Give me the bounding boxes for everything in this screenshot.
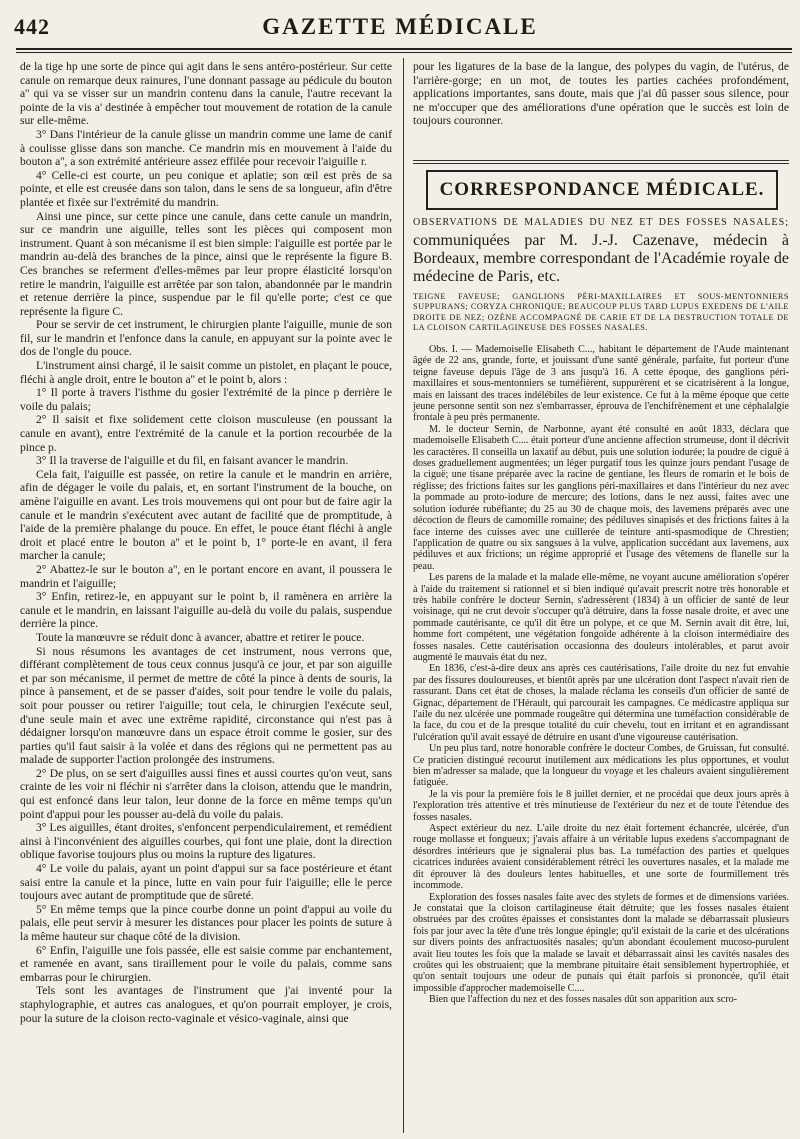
paragraph: 4° Le voile du palais, ayant un point d'appui sur sa face postérieure et étant saisi entre la canule et la pince, lutte en vain pour fuir l'aiguille; elle le perce toujours avec autant de promptitude que de sûreté. (20, 862, 392, 903)
section-rule-thin (413, 163, 789, 164)
right-column-body (413, 344, 789, 1006)
article-keywords: TEIGNE FAVEUSE; GANGLIONS PÉRI-MAXILLAIRES ET SOUS-MENTONNIERS SUPPURANS; CORYZA CHRONIQUE; BEAUCOUP PLUS TARD LUPUS EXEDENS DE L'AILE DROITE DE NEZ; OZÈNE ACCOMPAGNÉ DE CARIE ET DE LA DESTRUCTION TOTALE DE LA CLOISON CARTILAGINEUSE DES FOSSES NASALES. (413, 292, 789, 333)
paragraph: Bien que l'affection du nez et des fosses nasales dût son apparition aux scro- (429, 994, 738, 1006)
paragraph: 5° En même temps que la pince courbe donne un point d'appui au voile du palais, elle peut servir à mesurer les distances pour placer les points de suture à la même hauteur sur chaque côté de la division. (20, 902, 392, 943)
paragraph: 3° Il la traverse de l'aiguille et du fil, en faisant avancer le mandrin. (36, 454, 349, 468)
paragraph: Tels sont les avantages de l'instrument que j'ai inventé pour la staphylographie, et autres cas analogues, et qu'on pourrait employer, je crois, pour la suture de la cloison recto-vaginale et vésico-vaginale, ainsi que (20, 984, 392, 1025)
paragraph: Un peu plus tard, notre honorable confrère le docteur Combes, de Gruissan, fut consulté. Ce praticien distingué recourut inutilement aux médications les plus opportunes, et voulut bien m'adresser sa malade, que la longueur du voyage et les chaleurs avaient singulièrement fatiguée. (413, 743, 789, 789)
header-rule (16, 48, 792, 50)
paragraph: M. le docteur Sernin, de Narbonne, ayant été consulté en août 1833, déclara que mademoiselle Elisabeth C.... était porteur d'une ancienne affection strumeuse, dont il décrivit les caractères. Il conseilla un laxatif au début, puis une solution iodurée; la poudre de ciguë à doses graduellement augmentées; un léger purgatif tous les quinze jours pendant l'usage de la ciguë; une tisane préparée avec la racine de gentiane, les fleurs de romarin et le bois de réglisse; des frictions faites sur les ganglions péri-maxillaires et dans l'intérieur du nez avec la pommade au proto-iodure de mercure; des lotions, dans le nez aussi, faites avec une solution iodurée rubéfiante; du 25 au 30 de chaque mois, des lavemens préparés avec une décoction de fleurs de camomille romaine; des pédiluves sinapisés et des frictions faites à la face interne des cuisses avec une cuillerée de teinture anti-spasmodique de Chrestien; l'application de quatre ou six sangsues à la vulve, application succédant aux lavemens, aux pédiluves et aux frictions; un régime approprié et l'usage des vêtemens de flanelle sur la peau. (413, 423, 789, 572)
paragraph: Je la vis pour la première fois le 8 juillet dernier, et ne procédai que deux jours après à l'exploration très attentive et très minutieuse de l'extérieur du nez et de toute l'étendue des fosses nasales. (413, 788, 789, 823)
article-title-prefix: OBSERVATIONS DE MALADIES DU NEZ ET DES FOSSES NASALES; (413, 217, 789, 228)
paragraph: Obs. I. — Mademoiselle Elisabeth C..., habitant le département de l'Aude maintenant âgée de 22 ans, grande, forte, et jouissant d'une santé générale, parfaite, fut porteur d'une teigne faveuse depuis l'âge de 3 ans jusqu'à 16. A cette époque, des ganglions péri-maxillaires et sous-mentonniers se tuméfièrent, suppurèrent et se cicatrisèrent à la longue, mais en laissant des traces indélébiles de leur existence. Ce fut à la même époque que cette jeune personne sentit son nez s'embarrasser, éprouva de l'enchifrènement et une céphalalgie frontale à peu près permanente. (413, 344, 789, 424)
paragraph: 4° Celle-ci est courte, un peu conique et aplatie; son œil est près de sa pointe, et elle est creusée dans son talon, dans le sens de sa longueur, afin d'être plantée et fixée sur l'extrémité du mandrin. (20, 168, 392, 209)
article-title (413, 212, 789, 286)
paragraph: Ainsi une pince, sur cette pince une canule, dans cette canule un mandrin, sur ce mandrin une aiguille, telles sont les pièces qui composent mon instrument. Quant à son mécanisme il est bien simple: l'aiguille est portée par le mandrin au-delà des branches de la pince, ainsi que le représente la figure B. Ces branches se referment d'elles-mêmes par leur propre élasticité lorsqu'on retire le mandrin, l'aiguille est arrêtée par son talon, abandonnée par le mandrin et retenue derrière la pince, suspendue par le fil qu'elle porte; c'est ce que représente la figure C. (20, 209, 392, 318)
left-column (20, 60, 392, 1025)
section-rule (413, 160, 789, 161)
paragraph: 3° Les aiguilles, étant droites, s'enfoncent perpendiculairement, et remédient ainsi à l'inconvénient des aiguilles courbes, qui font une plaie, dont la direction oblique favorise toujours plus ou moins la rupture des ligatures. (20, 821, 392, 862)
paragraph: Exploration des fosses nasales faite avec des stylets de formes et de dimensions variées. Je constatai que la cloison cartilagineuse était détruite; que les fosses nasales étaient obstruées par des croûtes épaisses et consistantes dont la malade se débarrassait plusieurs fois par jour avec la tête d'une très longue épingle; qu'il existait de la carie et des ulcérations sur divers points des anfractuosités nasales; qu'un abondant écoulement mucoso-purulent avait lieu toutes les fois que la malade se lavait et débarrassait ainsi les cavités nasales des croûtes qui les obstruaient; que la membrane pituitaire était sensiblement hypertrophiée, et qu'on sentait toujours une odeur de punais qui était parfois si prononcée, qu'il était impossible d'approcher mademoiselle C.... (413, 891, 789, 994)
page-header (14, 14, 786, 44)
paragraph: En 1836, c'est-à-dire deux ans après ces cautérisations, l'aile droite du nez fut envahie par des fissures douloureuses, et bientôt après par une ulcération dont l'aspect n'avait rien de rassurant. Dans cet état de choses, la malade réclama les conseils d'un officier de santé de Gignac, département de l'Hérault, qui parcourait les campagnes. Ce médicastre appliqua sur l'aile du nez ulcérée une pommade rougeâtre qui détermina une tuméfaction considérable de la face, du cou et de la presque totalité du cuir chevelu, tout en irritant et en agrandissant l'ulcération qu'il avait essayé de détruire en usant d'une vigoureuse cautérisation. (413, 663, 789, 743)
article-title-rest: communiquées par M. J.-J. Cazenave, médecin à Bordeaux, membre correspondant de l'Académie royale de médecine de Paris, etc. (413, 232, 789, 285)
paragraph: Pour se servir de cet instrument, le chirurgien plante l'aiguille, munie de son fil, sur le mandrin et l'enfonce dans la canule, en appuyant sur la pointe avec le dos de l'ongle du pouce. (20, 318, 392, 359)
paragraph: L'instrument ainsi chargé, il le saisit comme un pistolet, en plaçant le pouce, fléchi à angle droit, entre le bouton a'' et le point b, alors : (20, 359, 392, 386)
paragraph: 3° Enfin, retirez-le, en appuyant sur le point b, il ramènera en arrière la canule et le mandrin, en laissant l'aiguille au-delà du voile du palais, suspendue derrière la pince. (20, 590, 392, 631)
paragraph: 2° Il saisit et fixe solidement cette cloison musculeuse (en poussant la canule en avant), entre l'extrémité de la canule et la portion recourbée de la pince p. (20, 413, 392, 454)
column-divider (403, 58, 404, 1133)
paragraph: 2° Abattez-le sur le bouton a'', en le portant encore en avant, il poussera le mandrin et l'aiguille; (20, 562, 392, 590)
paragraph: 2° De plus, on se sert d'aiguilles aussi fines et aussi courtes qu'on veut, sans crainte de les voir ni fléchir ni s'arrêter dans la cloison, attendu que le mandrin, qui est enfoncé dans leur talon, leur donne de la force en même temps qu'un point d'appui pour les pousser au-delà du voile du palais. (20, 766, 392, 821)
paragraph: Cela fait, l'aiguille est passée, on retire la canule et le mandrin en arrière, afin de dégager le voile du palais, et, en sortant l'instrument de la bouche, on amène l'aiguille en avant. Les trois mouvemens qui ont pour but de faire agir la canule et le mandrin s'exécutent avec autant de facilité que de promptitude, à l'aide de la première phalange du pouce. En effet, le pouce étant fléchi à angle droit et placé entre le bouton a'' et le point b, 1° porte-le en avant, il fera marcher la canule; (20, 467, 392, 563)
paragraph: 3° Dans l'intérieur de la canule glisse un mandrin comme une lame de canif à coulisse glisse dans son manche. Ce mandrin mis en mouvement à l'aide du bouton a'', a son extrémité antérieure assez effilée pour recevoir l'aiguille r. (20, 127, 392, 169)
paragraph: Aspect extérieur du nez. L'aile droite du nez était fortement échancrée, ulcérée, d'un rouge mollasse et fongueux; j'avais affaire à un véritable lupus exedens s'accompagnant de désordres intérieurs que je signalerai plus bas. La tuméfaction des parties et quelques cicatrices indurées avaient considérablement rétréci les ouvertures nasales, et la malade me dit éprouver là des douleurs lentes habituelles, et une sorte de fourmillement très incommode. (413, 823, 789, 892)
page-number: 442 (14, 14, 50, 39)
paragraph: pour les ligatures de la base de la langue, des polypes du vagin, de l'utérus, de l'arrière-gorge; en un mot, de toutes les parties cachées profondément, applications importantes, sans doute, mais que j'ai dû passer sous silence, pour ne m'occuper que des améliorations d'une opération que le succès est loin de toujours couronner. (413, 60, 789, 128)
section-heading-box (426, 170, 778, 210)
paragraph: Les parens de la malade et la malade elle-même, ne voyant aucune amélioration s'opérer à l'aide du traitement si rationnel et si bien indiqué qu'avait prescrit notre très honorable et très habile confrère le docteur Sernin, s'adressèrent (1834) à un officier de santé de leur voisinage, qui ne crut devoir s'occuper qu'à détruire, dans la fosse nasale droite, et avec une pommade cautérisante, ce qu'il dit être un polype, et ce que M. Sernin avait dit être, lui, homme fort compétent, une végétation fongoïde adhérente à la cloison intermédiaire des fosses nasales. Cette cautérisation occasionna des douleurs intolérables, et parut avoir augmenté le mauvais état du nez. (413, 572, 789, 663)
header-rule-thin (16, 52, 792, 53)
paragraph: 6° Enfin, l'aiguille une fois passée, elle est saisie comme par enchantement, et ramenée en avant, sans tiraillement pour le voile du palais, comme sans embarras pour le chirurgien. (20, 943, 392, 984)
paragraph: Toute la manœuvre se réduit donc à avancer, abattre et retirer le pouce. (36, 630, 365, 644)
right-column-top (413, 60, 789, 128)
paragraph: 1° Il porte à travers l'isthme du gosier l'extrémité de la pince p derrière le voile du palais; (20, 386, 392, 413)
section-heading: CORRESPONDANCE MÉDICALE. (439, 179, 765, 200)
paragraph: Si nous résumons les avantages de cet instrument, nous verrons que, différant complètement de tous ceux connus jusqu'à ce jour, et par son aiguille et par son mécanisme, il permet de mettre de côté la pince à dents de souris, la pince à pansement, et de se passer d'aides, soit pour tendre le voile du palais, soit pour pousser ou retirer l'aiguille; tout cela, le chirurgien l'exécute seul, d'une seule main et avec une extrême rapidité, circonstance qui n'est pas à dédaigner lorsqu'on manœuvre dans un espace étroit comme le gosier, sur des parties qu'il faut saisir à la volée et dans des régions qui ne permettent pas au malade de supporter l'action prolongée des instrumens. (20, 644, 392, 767)
journal-title: GAZETTE MÉDICALE (262, 14, 538, 39)
paragraph: de la tige hp une sorte de pince qui agit dans le sens antéro-postérieur. Sur cette canule on remarque deux rainures, l'une donnant passage au pédicule du bouton a'' qui va se visser sur un mandrin contenu dans la canule, l'autre recevant la pointe de la vis a' destinée à empêcher tout mouvement de rotation de la canule sur elle-même. (20, 60, 392, 128)
